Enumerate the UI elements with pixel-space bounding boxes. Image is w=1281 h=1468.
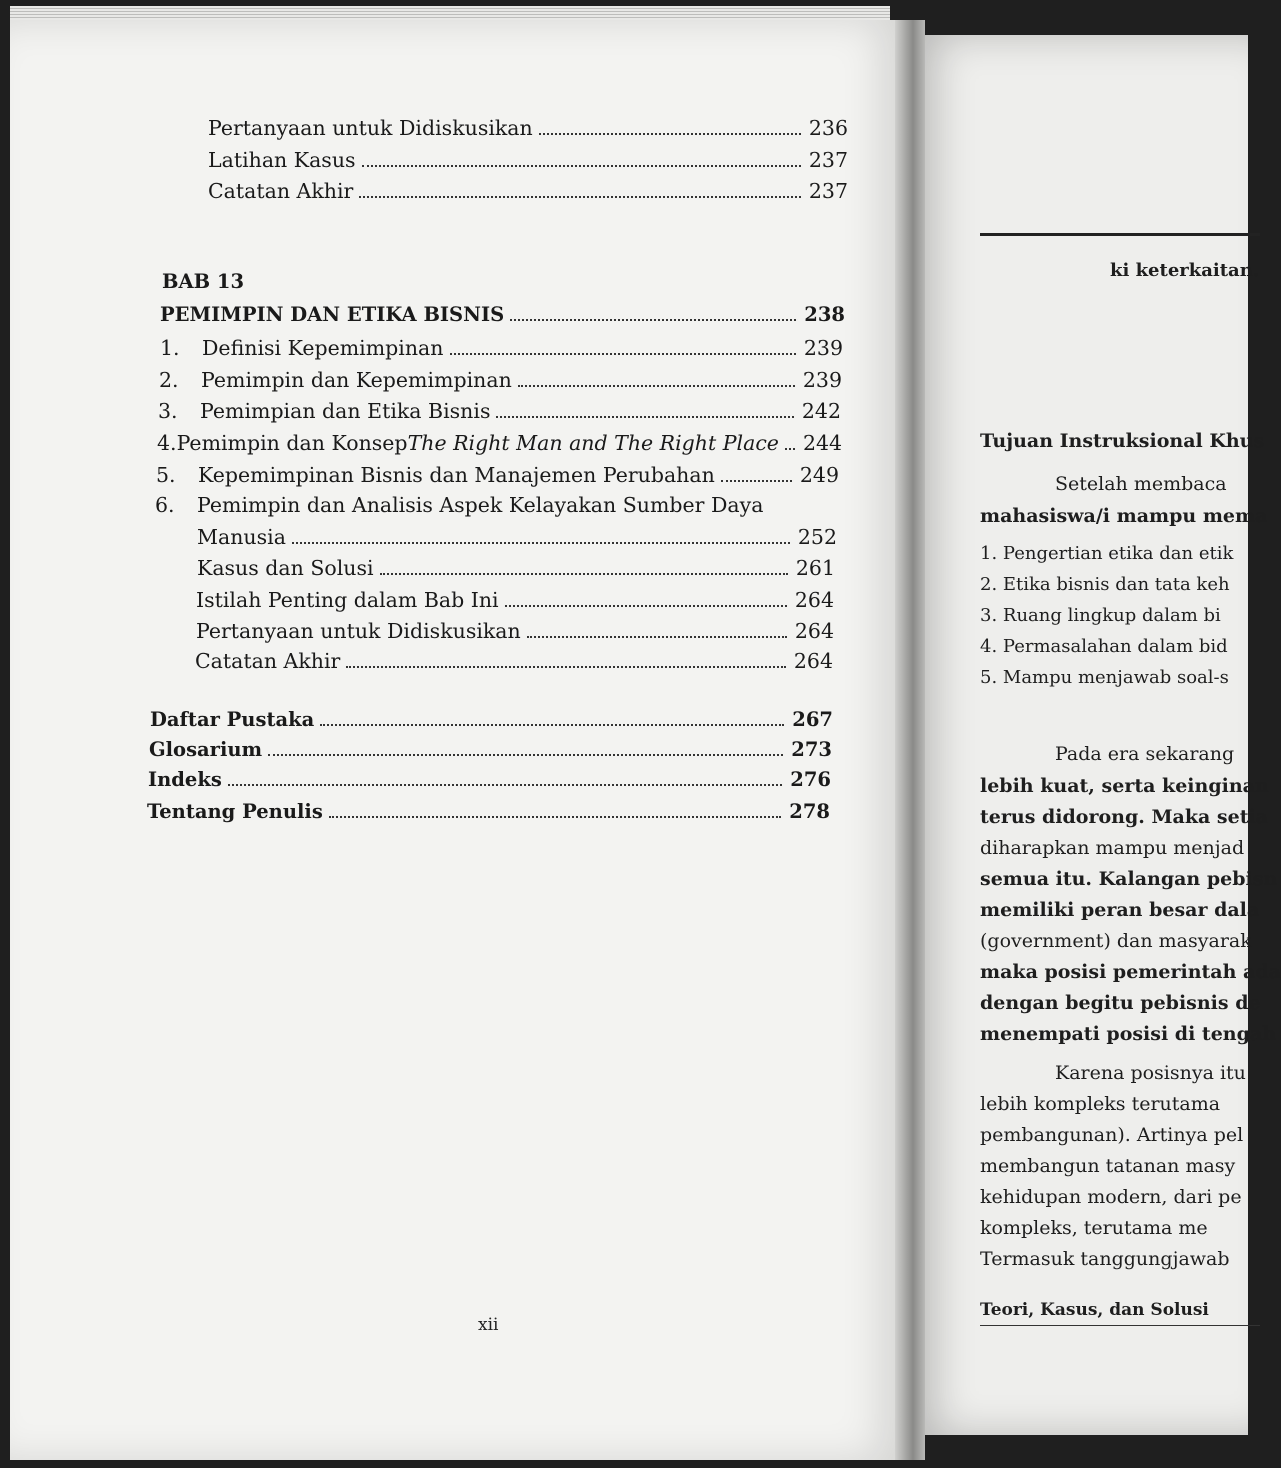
chapter-number: BAB 13: [162, 270, 245, 293]
right-list-item-4: 4. Permasalahan dalam bid: [980, 636, 1228, 657]
toc-item: 3. Pemimpian dan Etika Bisnis 242: [158, 399, 841, 423]
right-body-line: maka posisi pemerintah ada: [980, 961, 1281, 983]
right-intro-1: Setelah membaca: [1055, 473, 1227, 495]
right-body-line: membangun tatanan masy: [980, 1155, 1236, 1177]
right-list-item-2: 2. Etika bisnis dan tata keh: [980, 574, 1230, 595]
right-body-line: dengan begitu pebisnis de: [980, 992, 1261, 1014]
right-body-line: (government) dan masyarak: [980, 930, 1252, 952]
right-body-line: lebih kompleks terutama: [980, 1093, 1221, 1115]
right-top-fragment: ki keterkaitan.: [1110, 260, 1260, 281]
right-body-line: pembangunan). Artinya pel: [980, 1124, 1244, 1146]
toc-item: 2. Pemimpin dan Kepemimpinan 239: [159, 368, 842, 392]
right-body-line: memiliki peran besar dala: [980, 899, 1260, 921]
right-intro-2: mahasiswa/i mampu mema: [980, 505, 1268, 527]
right-footer: Teori, Kasus, dan Solusi: [980, 1300, 1209, 1320]
right-page: [905, 35, 1281, 1435]
right-heading: Tujuan Instruksional Khus: [980, 430, 1265, 452]
toc-item: 1. Definisi Kepemimpinan 239: [160, 336, 843, 360]
page-edges: [10, 6, 890, 20]
toc-entry: Kasus dan Solusi 261: [197, 556, 835, 580]
toc-back-matter: Tentang Penulis 278: [147, 800, 830, 823]
right-body-line: menempati posisi di tengah: [980, 1023, 1277, 1045]
right-body-line: kehidupan modern, dari pe: [980, 1186, 1242, 1208]
toc-back-matter: Glosarium 273: [149, 738, 832, 761]
right-list-item-3: 3. Ruang lingkup dalam bi: [980, 605, 1221, 626]
chapter-title: PEMIMPIN DAN ETIKA BISNIS 238: [160, 303, 845, 326]
book-gutter: [895, 20, 925, 1460]
toc-item: 5. Kepemimpinan Bisnis dan Manajemen Perubahan 249: [156, 463, 839, 487]
toc-entry: Istilah Penting dalam Bab Ini 264: [196, 588, 834, 612]
right-body-line: Pada era sekarang: [1055, 743, 1235, 765]
right-body-line: Karena posisnya itu: [1055, 1062, 1246, 1084]
toc-item-continuation: Manusia 252: [197, 525, 837, 549]
right-body-line: lebih kuat, serta keinginan: [980, 775, 1269, 797]
toc-entry: Latihan Kasus 237: [208, 148, 848, 172]
right-list-item-5: 5. Mampu menjawab soal-s: [980, 667, 1229, 688]
footer-rule: [980, 1325, 1260, 1326]
toc-item: 4. Pemimpin dan Konsep The Right Man and The Right Place 244: [157, 431, 843, 455]
right-body-line: Termasuk tanggungjawab: [980, 1248, 1230, 1270]
right-body-line: kompleks, terutama me: [980, 1217, 1208, 1239]
toc-entry: Catatan Akhir 264: [195, 649, 833, 673]
right-body-line: semua itu. Kalangan pebisn: [980, 868, 1278, 890]
right-body-line: diharapkan mampu menjad: [980, 837, 1245, 859]
right-list-item-1: 1. Pengertian etika dan etik: [980, 543, 1234, 564]
right-body-line: terus didorong. Maka setia: [980, 806, 1268, 828]
toc-back-matter: Indeks 276: [148, 768, 831, 791]
toc-back-matter: Daftar Pustaka 267: [150, 708, 833, 731]
toc-item: 6. Pemimpin dan Analisis Aspek Kelayakan Sumber Daya: [155, 493, 764, 517]
toc-entry: Pertanyaan untuk Didiskusikan 236: [208, 116, 848, 140]
toc-entry: Pertanyaan untuk Didiskusikan 264: [196, 619, 834, 643]
toc-entry: Catatan Akhir 237: [208, 179, 848, 203]
page-folio: xii: [478, 1315, 499, 1335]
right-top-rule: [980, 233, 1260, 236]
